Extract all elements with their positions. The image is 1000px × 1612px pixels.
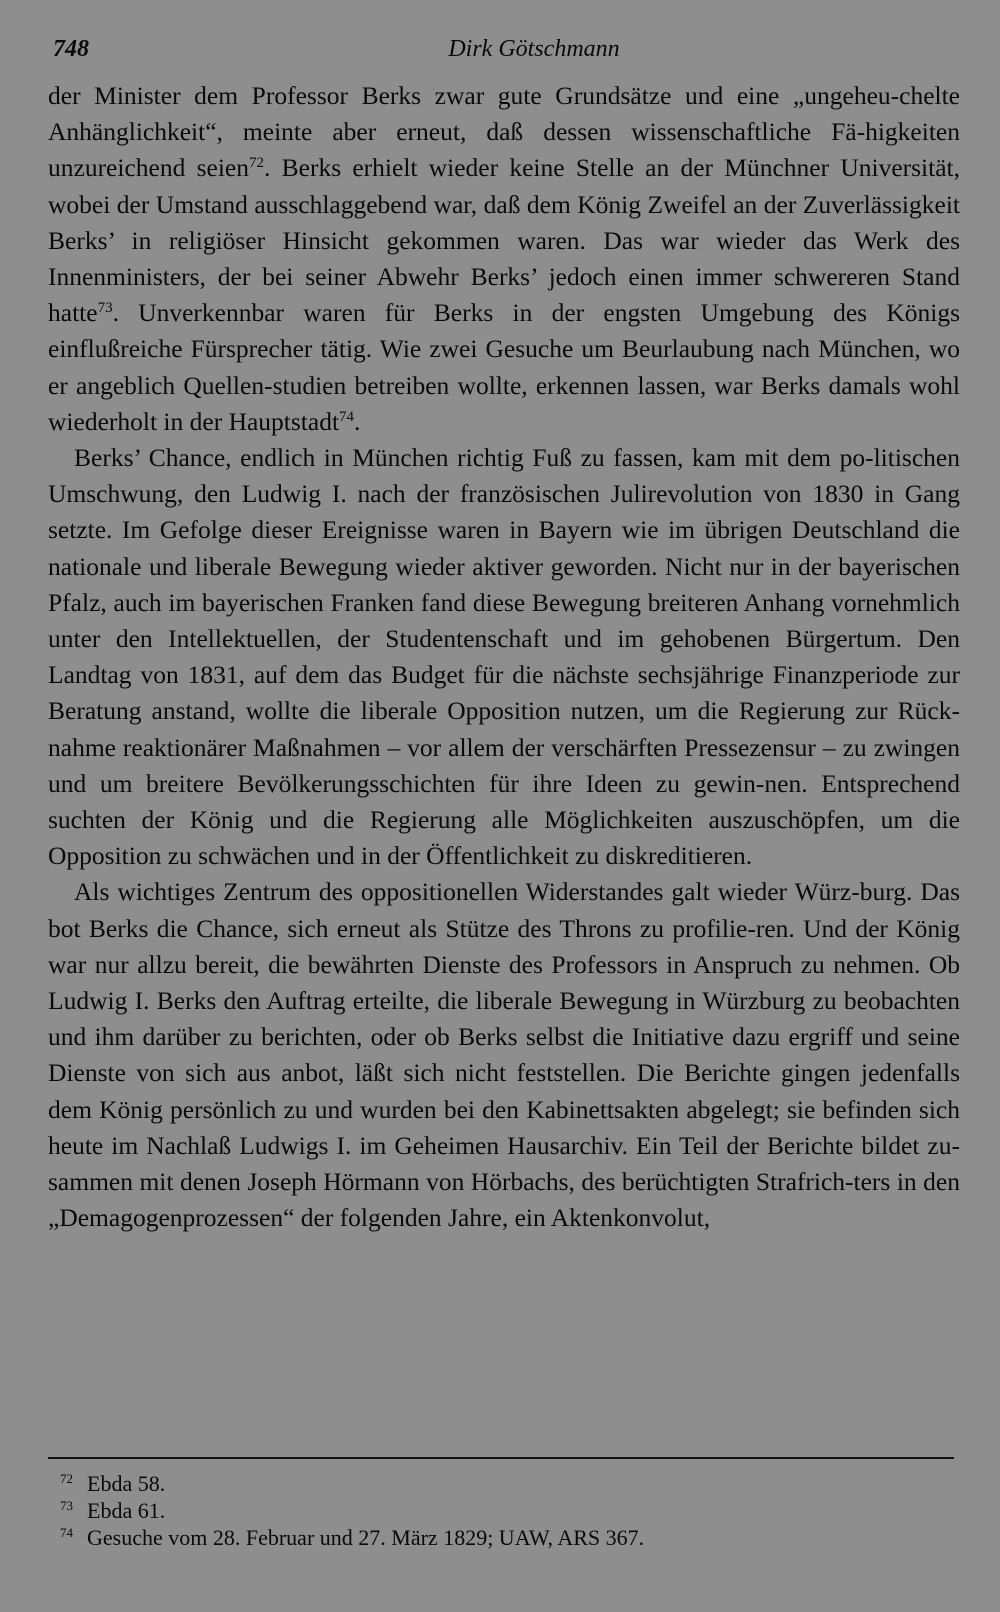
page — [48, 36, 960, 1237]
paragraph-3: Als wichtiges Zentrum des oppositionellen Widerstandes galt wieder Würz-burg. Das bot Berks die Chance, sich erneut als Stütze des Throns zu profilie-ren. Und der König war nur allzu bereit, die bewährten Dienste des Professors in Anspruch zu nehmen. Ob Ludwig I. Berks den Auftrag erteilte, die liberale Bewegung in Würzburg zu beobachten und ihm darüber zu berichten, oder ob Berks selbst die Initiative dazu ergriff und seine Dienste von sich aus anbot, läßt sich nicht feststellen. Die Berichte gingen jedenfalls dem König persönlich zu und wurden bei den Kabinettsakten abgelegt; sie befinden sich heute im Nachlaß Ludwigs I. im Geheimen Hausarchiv. Ein Teil der Berichte bildet zu-sammen mit denen Joseph Hörmann von Hörbachs, des berüchtigten Strafrich-ters in den „Demagogenprozessen“ der folgenden Jahre, ein Aktenkonvolut, — [48, 877, 960, 1233]
body-text — [48, 78, 960, 1237]
footnote — [60, 1497, 940, 1524]
footnote-text: Gesuche vom 28. Februar und 27. März 1829; UAW, ARS 367. — [87, 1525, 645, 1550]
paragraph-2: Berks’ Chance, endlich in München richtig Fuß zu fassen, kam mit dem po-litischen Umschwung, den Ludwig I. nach der französischen Julirevolution von 1830 in Gang setzte. Im Gefolge dieser Ereignisse waren in Bayern wie im übrigen Deutschland die nationale und liberale Bewegung wieder aktiver geworden. Nicht nur in der bayerischen Pfalz, auch im bayerischen Franken fand diese Bewegung breiteren Anhang vornehmlich unter den Intellektuellen, der Studentenschaft und im gehobenen Bürgertum. Den Landtag von 1831, auf dem das Budget für die nächste sechsjährige Finanzperiode zur Beratung anstand, wollte die liberale Opposition nutzen, um die Regierung zur Rück-nahme reaktionärer Maßnahmen – vor allem der verschärften Pressezensur – zu zwingen und um breitere Bevölkerungsschichten für ihre Ideen zu gewin-nen. Entsprechend suchten der König und die Regierung alle Möglichkeiten auszuschöpfen, um die Opposition zu schwächen und in der Öffentlichkeit zu diskreditieren. — [48, 443, 960, 871]
footnote-ref-73: 73 — [97, 300, 113, 317]
footnote-text: Ebda 61. — [87, 1498, 166, 1523]
paragraph-1 — [48, 78, 960, 440]
footnote-ref-72: 72 — [249, 155, 264, 172]
footnote — [60, 1524, 940, 1551]
footnote — [60, 1470, 940, 1497]
running-head: Dirk Götschmann — [448, 36, 620, 62]
footnote-text: Ebda 58. — [87, 1471, 166, 1496]
footnotes — [60, 1470, 940, 1551]
page-header — [48, 36, 960, 76]
footnote-divider — [48, 1457, 954, 1459]
paragraph-1-part-a: der Minister dem Professor Berks zwar gute Grundsätze und eine „ungeheu-chelte Anhänglichkeit“, meinte aber erneut, daß dessen wissenschaftliche Fä-higkeiten unzureichend seien — [48, 81, 960, 183]
footnote-number: 74 — [60, 1525, 73, 1540]
paragraph-1-part-c: . Unverkennbar waren für Berks in der engsten Umgebung des Königs einflußreiche Fürsprecher tätig. Wie zwei Gesuche um Beurlaubung nach München, wo er angeblich Quellen-studien betreiben wollte, erkennen lassen, war Berks damals wohl wiederholt in der Hauptstadt — [48, 298, 960, 436]
footnote-number: 73 — [60, 1498, 73, 1513]
paragraph-1-part-d: . — [354, 406, 361, 436]
paragraph-1-part-b: . Berks erhielt wieder keine Stelle an der Münchner Universität, wobei der Umstand ausschlaggebend war, daß dem König Zweifel an der Zuverlässigkeit Berks’ in religiöser Hinsicht gekommen waren. Das war wieder das Werk des Innenministers, der bei seiner Abwehr Berks’ jedoch einen immer schwereren Stand hatte — [48, 153, 961, 328]
page-number: 748 — [53, 36, 89, 62]
footnote-number: 72 — [60, 1471, 73, 1486]
footnote-ref-74: 74 — [339, 408, 355, 425]
